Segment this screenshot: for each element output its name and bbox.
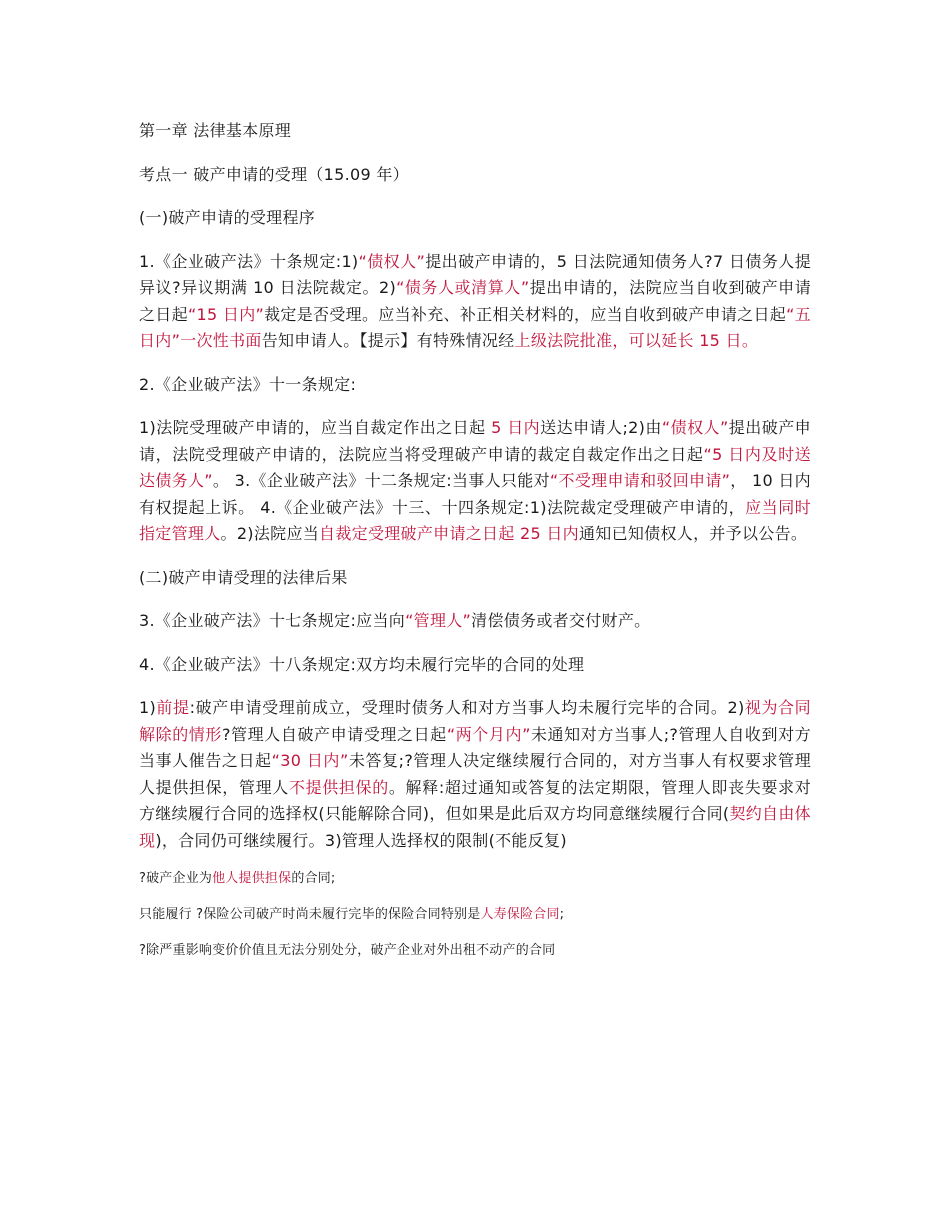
paragraph: [139, 608, 811, 635]
paragraph-text: 通知已知债权人，并予以公告。: [578, 524, 808, 543]
highlighted-text: “不受理申请和驳回申请”: [549, 471, 731, 490]
highlighted-text: “15 日内”: [187, 304, 265, 324]
paragraph-text: 。 3.《企业破产法》十二条规定:当事人只能对: [212, 471, 550, 490]
paragraph: [139, 415, 811, 548]
paragraph-spacer: [139, 889, 811, 905]
paragraph-text: :破产申请受理前成立，受理时债务人和对方当事人均未履行完毕的合同。2): [189, 698, 745, 717]
paragraph: [139, 205, 811, 232]
highlighted-text: 视为合同解除的情形: [139, 698, 811, 744]
paragraph-spacer: [139, 635, 811, 652]
paragraph-text: 2.《企业破产法》十一条规定:: [139, 374, 357, 394]
paragraph-text: ?破产企业为: [139, 871, 213, 886]
paragraph-text: 未通知对方当事人;?管理人自收到对方当事人催告之日起: [139, 724, 811, 770]
highlighted-text: 不提供担保的: [288, 777, 389, 797]
paragraph: [139, 162, 811, 189]
paragraph-spacer: [139, 854, 811, 869]
paragraph-text: 的合同;: [291, 871, 336, 886]
highlighted-text: 上级法院批准，可以延长 15 日。: [514, 331, 759, 350]
paragraph: [139, 695, 811, 854]
paragraph-text: 提出破产申请，法院受理破产申请的，法院应当将受理破产申请的裁定自裁定作出之日起: [139, 418, 811, 464]
paragraph-text: 考点一 破产申请的受理（15.09 年）: [139, 164, 409, 184]
paragraph-spacer: [139, 355, 811, 372]
paragraph-spacer: [139, 678, 811, 695]
paragraph-text: 提出申请的，法院应当自收到破产申请之日起: [139, 278, 811, 324]
paragraph-text: 裁定是否受理。应当补充、补正相关材料的，应当自收到破产申请之日起: [264, 304, 787, 324]
highlighted-text: 自裁定受理破产申请之日起 25 日内: [319, 524, 579, 543]
highlighted-text: “5 日内及时送达债务人”: [139, 444, 811, 490]
highlighted-text: “债权人”: [358, 251, 426, 271]
paragraph-text: (一)破产申请的受理程序: [139, 208, 316, 227]
paragraph-text: )，合同仍可继续履行。3)管理人选择权的限制(不能反复): [155, 830, 567, 850]
highlighted-text: 前提: [156, 698, 190, 717]
paragraph-text: 。2)法院应当: [220, 524, 320, 543]
highlighted-text: “管理人”: [405, 611, 472, 630]
paragraph: [139, 249, 811, 355]
paragraph-text: ?管理人自破产申请受理之日起: [221, 724, 447, 744]
paragraph-text: 4.《企业破产法》十八条规定:双方均未履行完毕的合同的处理: [139, 654, 585, 674]
paragraph-text: 。解释:超过通知或答复的法定期限，管理人即丧失要求对方继续履行合同的选择权(只能解除合同)，但如果是此后双方均同意继续履行合同(: [139, 777, 811, 823]
paragraph-text: 1): [139, 698, 157, 717]
paragraph-text: 清偿债务或者交付财产。: [471, 611, 651, 630]
paragraph-text: 告知申请人。【提示】有特殊情况经: [261, 331, 515, 350]
highlighted-text: “两个月内”: [446, 724, 531, 744]
paragraph: [139, 941, 811, 961]
paragraph: [139, 652, 811, 679]
paragraph-text: 提出破产申请的，5 日法院通知债务人?7 日债务人提异议?异议期满 10 日法院裁定。2): [139, 251, 811, 297]
paragraph-spacer: [139, 188, 811, 205]
paragraph-text: (二)破产申请受理的法律后果: [139, 567, 348, 587]
highlighted-text: 人寿保险合同: [480, 907, 560, 922]
paragraph-spacer: [139, 548, 811, 565]
highlighted-text: 契约自由体现: [139, 804, 811, 850]
paragraph-text: 1.《企业破产法》十条规定:1): [139, 251, 359, 271]
paragraph-text: ?除严重影响变价价值且无法分别处分，破产企业对外出租不动产的合同: [139, 943, 556, 958]
paragraph-text: ， 10 日内有权提起上诉。 4.《企业破产法》十三、十四条规定:1)法院裁定受理破产申请的，: [139, 471, 811, 517]
highlighted-text: “债权人”: [661, 418, 729, 437]
paragraph-spacer: [139, 398, 811, 415]
document-body: [139, 118, 811, 961]
highlighted-text: 5 日内: [491, 418, 541, 437]
highlighted-text: 他人提供担保: [212, 871, 292, 886]
paragraph-text: ;: [559, 907, 565, 922]
paragraph-text: 只能履行 ?保险公司破产时尚未履行完毕的保险合同特别是: [139, 907, 481, 922]
paragraph-spacer: [139, 591, 811, 608]
highlighted-text: “30 日内”: [271, 751, 349, 770]
paragraph: [139, 118, 811, 145]
paragraph-text: 1)法院受理破产申请的，应当自裁定作出之日起: [139, 418, 492, 437]
paragraph: [139, 869, 811, 889]
paragraph-spacer: [139, 145, 811, 162]
paragraph: [139, 372, 811, 399]
paragraph: [139, 565, 811, 592]
highlighted-text: 应当同时指定管理人: [139, 497, 812, 543]
paragraph-text: 送达申请人;2)由: [540, 418, 662, 437]
paragraph-spacer: [139, 925, 811, 941]
highlighted-text: “五日内”一次性书面: [139, 304, 812, 350]
paragraph-text: 未答复;?管理人决定继续履行合同的，对方当事人有权要求管理人提供担保，管理人: [139, 751, 812, 797]
paragraph-spacer: [139, 232, 811, 249]
highlighted-text: “债务人或清算人”: [396, 278, 530, 297]
paragraph-text: 第一章 法律基本原理: [139, 121, 292, 140]
paragraph-text: 3.《企业破产法》十七条规定:应当向: [139, 611, 406, 630]
paragraph: [139, 905, 811, 925]
